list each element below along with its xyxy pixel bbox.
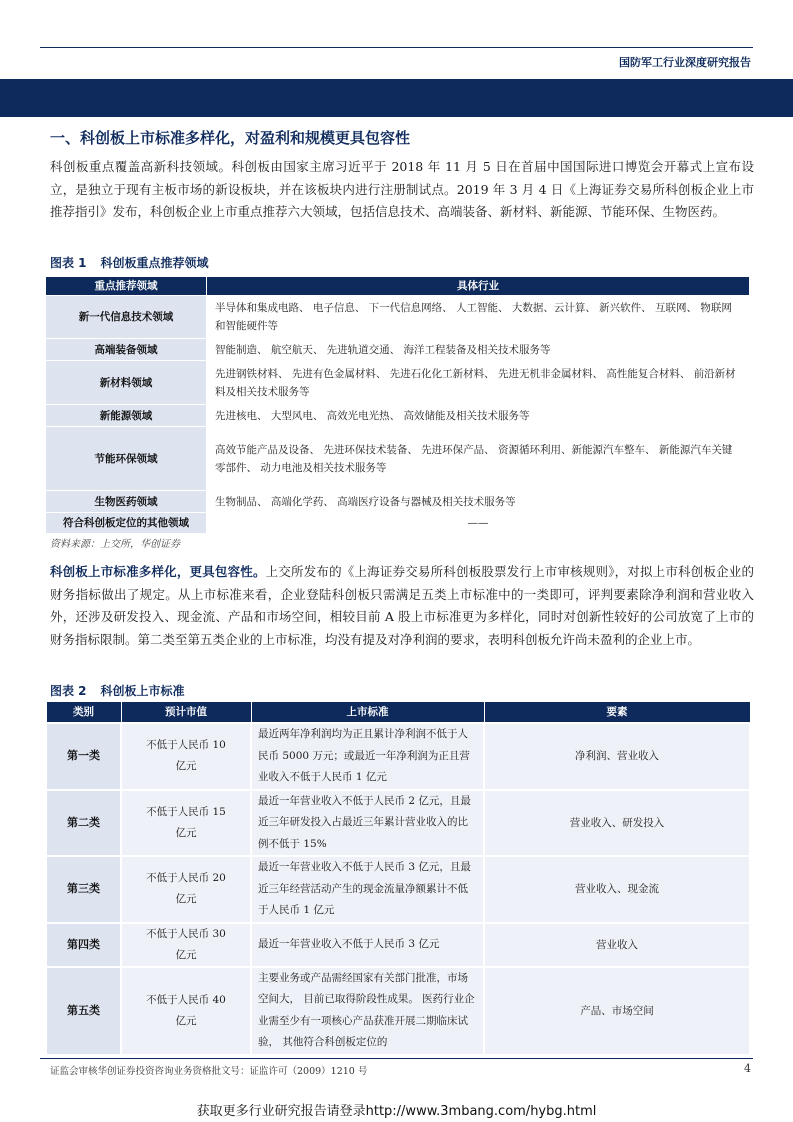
table-row [46, 296, 750, 339]
recommended-fields-table [45, 276, 750, 534]
category-cell: 第五类 [46, 967, 121, 1055]
market-value-cell: 不低于人民币 30 亿元 [121, 923, 251, 967]
table-row [46, 405, 750, 427]
intro-paragraph: 科创板重点覆盖高新科技领域。科创板由国家主席习近平于 2018 年 11 月 5 日在首届中国国际进口博览会开幕式上宣布设立，是独立于现有主板市场的新设板块，并在该板块内进行注册制试点。2019 年 3 月 4 日《上海证券交易所科创板企业上市推荐指引》发布，科创板企业上市重点推荐六大领域，包括信息技术、高端装备、新材料、新能源、节能环保、生物医药。 [50, 159, 754, 220]
table-row [46, 491, 750, 513]
table-header-row [46, 277, 750, 296]
field-cell: 高端装备领域 [46, 339, 207, 361]
elements-cell: 净利润、营业收入 [484, 723, 750, 790]
field-cell: 新能源领域 [46, 405, 207, 427]
listing-standards-paragraph [50, 561, 754, 651]
table1-number: 图表 1 [50, 256, 87, 270]
paragraph-body: 上交所发布的《上海证券交易所科创板股票发行上市审核规则》，对拟上市科创板企业的财务指标做出了规定。从上市标准来看，企业登陆科创板只需满足五类上市标准中的一类即可，评判要素除净利润和营业收入外，还涉及研发投入、现金流、产品和市场空间，相较目前 A 股上市标准更为多样化，同时对创新性较好的公司放宽了上市的财务指标限制。第二类至第五类企业的上市标准，均没有提及对净利润的要求，表明科创板允许尚未盈利的企业上市。 [50, 564, 754, 647]
industries-cell: 生物制品、 高端化学药、 高端医疗设备与器械及相关技术服务等 [207, 491, 750, 513]
category-cell: 第四类 [46, 923, 121, 967]
category-cell: 第一类 [46, 723, 121, 790]
category-cell: 第三类 [46, 856, 121, 923]
listing-standards-table [45, 701, 751, 1056]
elements-cell: 营业收入、研发投入 [484, 790, 750, 857]
column-header: 具体行业 [207, 277, 750, 296]
report-title: 国防军工行业深度研究报告 [619, 56, 751, 69]
industries-cell: 半导体和集成电路、 电子信息、 下一代信息网络、 人工智能、 大数据、云计算、 新兴软件、 互联网、 物联网和智能硬件等 [207, 296, 750, 339]
industries-cell: —— [207, 513, 750, 534]
table2-caption: 科创板上市标准 [100, 684, 185, 698]
market-value-cell: 不低于人民币 40 亿元 [121, 967, 251, 1055]
table1-title [50, 254, 209, 271]
industries-cell: 先进钢铁材料、 先进有色金属材料、 先进石化化工新材料、 先进无机非金属材料、 高性能复合材料、 前沿新材料及相关技术服务等 [207, 361, 750, 405]
field-cell: 新一代信息技术领域 [46, 296, 207, 339]
industries-cell: 先进核电、 大型风电、 高效光电光热、 高效储能及相关技术服务等 [207, 405, 750, 427]
footer-rule [40, 1058, 753, 1059]
table1-source: 资料来源：上交所，华创证券 [50, 539, 180, 550]
category-cell: 第二类 [46, 790, 121, 857]
standard-cell: 最近一年营业收入不低于人民币 3 亿元 [251, 923, 484, 967]
table-row [46, 923, 750, 967]
elements-cell: 产品、市场空间 [484, 967, 750, 1055]
table-row [46, 856, 750, 923]
market-value-cell: 不低于人民币 20 亿元 [121, 856, 251, 923]
standard-cell: 最近一年营业收入不低于人民币 3 亿元，且最近三年经营活动产生的现金流量净额累计不低于人民币 1 亿元 [251, 856, 484, 923]
standard-cell: 最近一年营业收入不低于人民币 2 亿元，且最近三年研发投入占最近三年累计营业收入的比例不低于 15% [251, 790, 484, 857]
table-row [46, 339, 750, 361]
industries-cell: 智能制造、 航空航天、 先进轨道交通、 海洋工程装备及相关技术服务等 [207, 339, 750, 361]
field-cell: 节能环保领域 [46, 427, 207, 491]
table-row [46, 790, 750, 857]
section-heading: 一、科创板上市标准多样化，对盈利和规模更具包容性 [50, 129, 411, 147]
industries-cell: 高效节能产品及设备、 先进环保技术装备、 先进环保产品、 资源循环利用、新能源汽车整车、 新能源汽车关键零部件、 动力电池及相关技术服务等 [207, 427, 750, 491]
header-banner [0, 79, 793, 117]
paragraph-lead: 科创板上市标准多样化，更具包容性。 [50, 564, 266, 579]
elements-cell: 营业收入 [484, 923, 750, 967]
table-row [46, 513, 750, 534]
column-header: 类别 [46, 702, 121, 724]
download-link-text[interactable]: 获取更多行业研究报告请登录http://www.3mbang.com/hybg.html [196, 1104, 597, 1119]
standard-cell: 最近两年净利润均为正且累计净利润不低于人民币 5000 万元；或最近一年净利润为正且营业收入不低于人民币 1 亿元 [251, 723, 484, 790]
market-value-cell: 不低于人民币 10 亿元 [121, 723, 251, 790]
table2-number: 图表 2 [50, 684, 87, 698]
table-header-row [46, 702, 750, 724]
table-row [46, 723, 750, 790]
standard-cell: 主要业务或产品需经国家有关部门批准，市场空间大， 目前已取得阶段性成果。 医药行业企业需至少有一项核心产品获准开展二期临床试验， 其他符合科创板定位的 [251, 967, 484, 1055]
column-header: 重点推荐领域 [46, 277, 207, 296]
table-row [46, 967, 750, 1055]
license-note: 证监会审核华创证券投资咨询业务资格批文号：证监许可（2009）1210 号 [50, 1066, 368, 1077]
header-rule [40, 47, 753, 48]
table2-title [50, 682, 185, 699]
elements-cell: 营业收入、现金流 [484, 856, 750, 923]
table-row [46, 361, 750, 405]
field-cell: 符合科创板定位的其他领域 [46, 513, 207, 534]
table1-caption: 科创板重点推荐领域 [100, 256, 209, 270]
market-value-cell: 不低于人民币 15 亿元 [121, 790, 251, 857]
table-row [46, 427, 750, 491]
column-header: 要素 [484, 702, 750, 724]
page-number: 4 [744, 1062, 751, 1075]
field-cell: 新材料领域 [46, 361, 207, 405]
column-header: 预计市值 [121, 702, 251, 724]
column-header: 上市标准 [251, 702, 484, 724]
field-cell: 生物医药领域 [46, 491, 207, 513]
